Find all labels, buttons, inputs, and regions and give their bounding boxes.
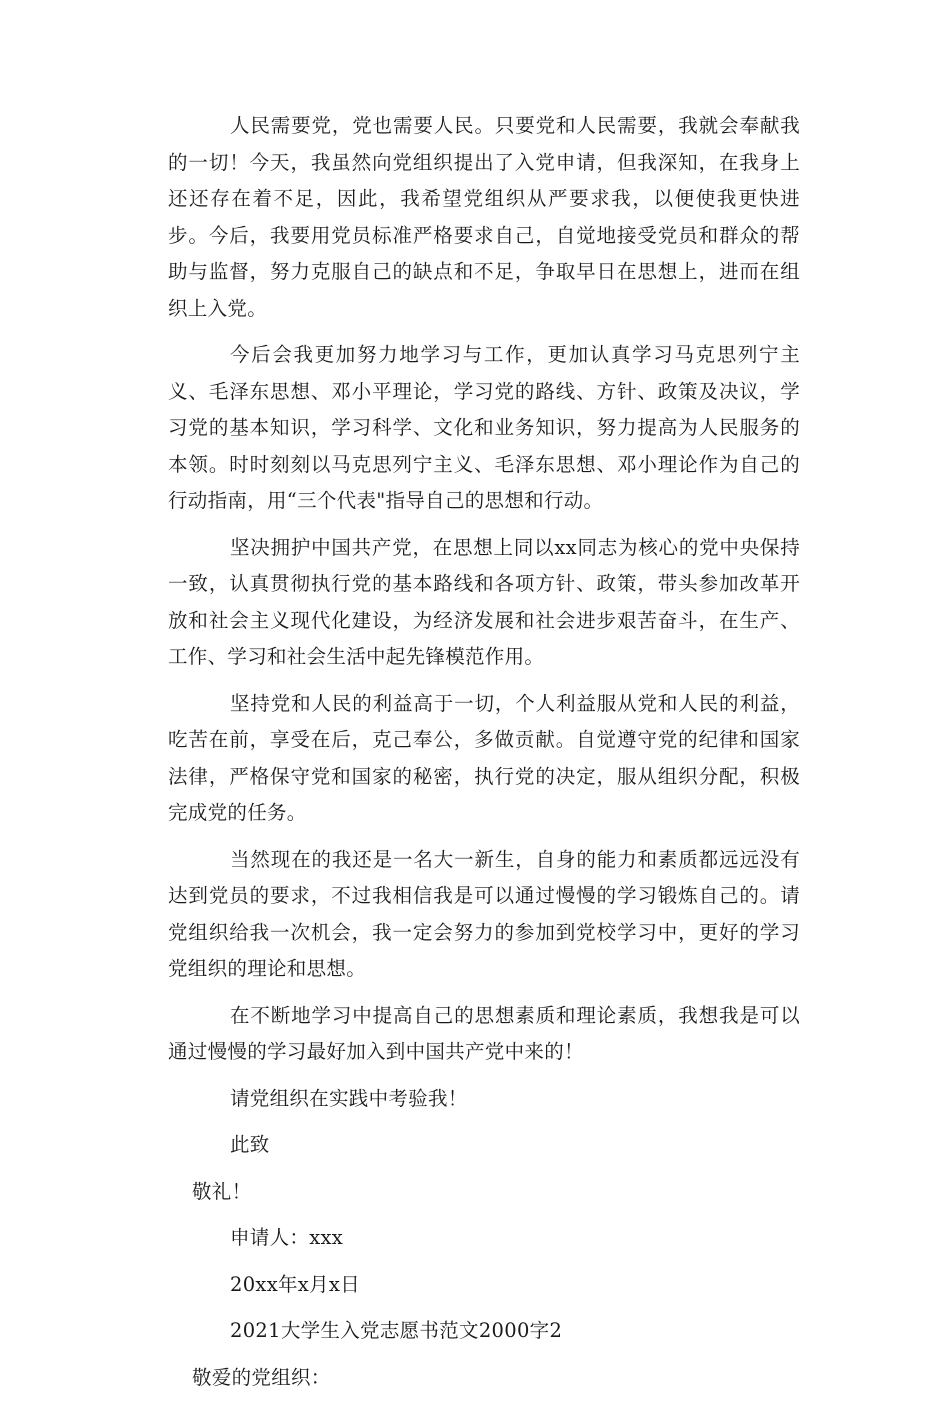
paragraph-4: 坚持党和人民的利益高于一切，个人利益服从党和人民的利益，吃苦在前，享受在后，克己奉公，多做贡献。自觉遵守党的纪律和国家法律，严格保守党和国家的秘密，执行党的决定，服从组织分配，积极完成党的任务。 <box>168 691 800 824</box>
paragraph-3: 坚决拥护中国共产党，在思想上同以xx同志为核心的党中央保持一致，认真贯彻执行党的基本路线和各项方针、政策，带头参加改革开放和社会主义现代化建设，为经济发展和社会进步艰苦奋斗，在生产、工作、学习和社会生活中起先锋模范作用。 <box>168 535 800 668</box>
applicant-line: 申请人：xxx <box>230 1226 344 1249</box>
document-body <box>168 108 800 1406</box>
paragraph-5: 当然现在的我还是一名大一新生，自身的能力和素质都远远没有达到党员的要求，不过我相信我是可以通过慢慢的学习锻炼自己的。请党组织给我一次机会，我一定会努力的参加到党校学习中，更好的学习党组织的理论和思想。 <box>168 847 800 980</box>
date-line: 20xx年x月x日 <box>230 1272 361 1296</box>
next-salutation: 敬爱的党组织： <box>192 1365 331 1389</box>
next-section-title: 2021大学生入党志愿书范文2000字2 <box>230 1319 563 1342</box>
closing-jing-li: 敬礼！ <box>192 1179 252 1203</box>
closing-ci-zhi: 此致 <box>230 1133 270 1156</box>
paragraph-1: 人民需要党，党也需要人民。只要党和人民需要，我就会奉献我的一切！今天，我虽然向党组织提出了入党申请，但我深知，在我身上还还存在着不足，因此，我希望党组织从严要求我，以便使我更快进步。今后，我要用党员标准严格要求自己，自觉地接受党员和群众的帮助与监督，努力克服自己的缺点和不足，争取早日在思想上，进而在组织上入党。 <box>168 114 800 320</box>
paragraph-2: 今后会我更加努力地学习与工作，更加认真学习马克思列宁主义、毛泽东思想、邓小平理论，学习党的路线、方针、政策及决议，学习党的基本知识，学习科学、文化和业务知识，努力提高为人民服务的本领。时时刻刻以马克思列宁主义、毛泽东思想、邓小理论作为自己的行动指南，用“三个代表"指导自己的思想和行动。 <box>168 343 800 512</box>
closing-request: 请党组织在实践中考验我！ <box>230 1086 468 1110</box>
paragraph-6: 在不断地学习中提高自己的思想素质和理论素质，我想我是可以通过慢慢的学习最好加入到中国共产党中来的！ <box>168 1003 800 1063</box>
